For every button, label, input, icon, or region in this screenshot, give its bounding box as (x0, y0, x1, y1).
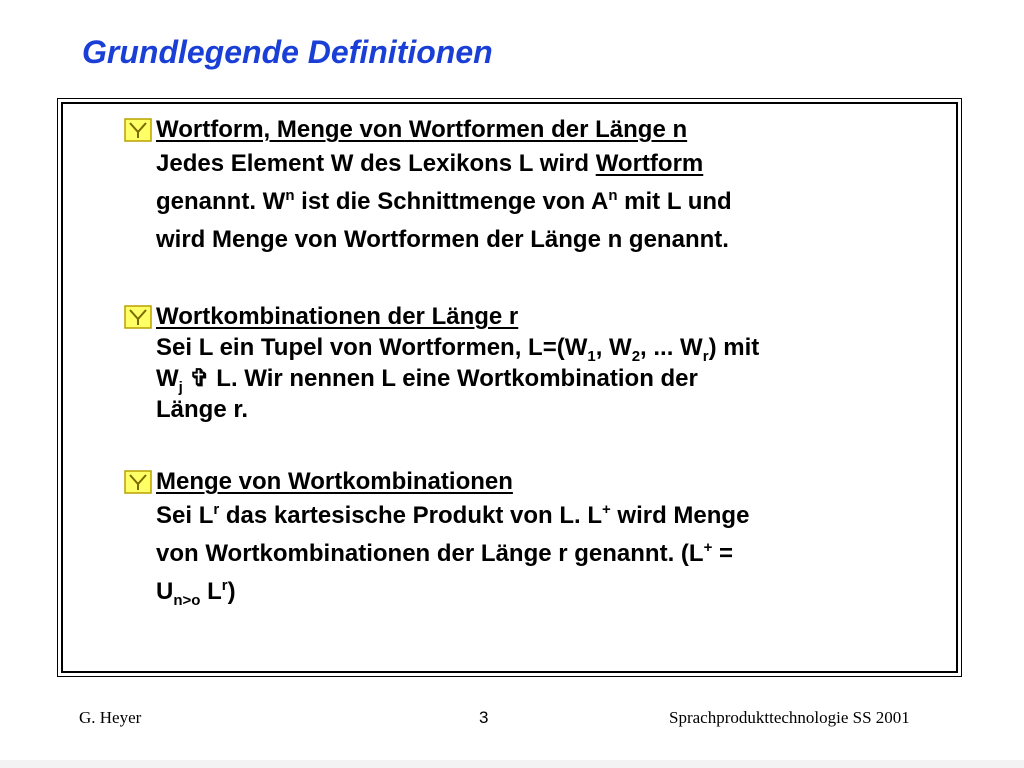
subscript: 1 (587, 348, 596, 365)
item-heading-row (124, 302, 954, 332)
text: , W (595, 334, 632, 361)
checkbox-bullet-icon (124, 118, 152, 142)
body-line (156, 535, 954, 573)
slide-title: Grundlegende Definitionen (82, 34, 493, 70)
body-line (156, 573, 954, 611)
item-heading: Wortkombinationen der Länge r (156, 303, 519, 330)
body-line (156, 332, 954, 363)
body-line (156, 183, 954, 221)
text: Jedes Element W des Lexikons L wird (156, 150, 596, 177)
item-body (156, 332, 954, 425)
text: W (156, 365, 179, 392)
item-heading: Menge von Wortkombinationen (156, 468, 513, 495)
element-of-symbol: ✞ (182, 365, 210, 392)
definition-menge-wortkombinationen (124, 467, 954, 611)
superscript: + (703, 539, 713, 556)
body-line (156, 221, 954, 259)
footer-page-number: 3 (479, 708, 489, 727)
subscript: j (178, 379, 183, 396)
superscript: r (221, 577, 228, 594)
text: Sei L (156, 502, 214, 529)
body-line (156, 394, 954, 425)
subscript: 2 (631, 348, 641, 365)
superscript: + (601, 501, 611, 518)
text: U (156, 578, 174, 605)
text: ) mit (708, 334, 760, 361)
superscript: n (285, 187, 295, 204)
text: Sei L ein Tupel von Wortformen, L=(W (156, 334, 588, 361)
text: von Wortkombinationen der Länge r genannt. (L (156, 540, 704, 567)
item-heading-row (124, 115, 954, 145)
text: wird Menge (610, 502, 750, 529)
item-heading: Wortform, Menge von Wortformen der Länge n (156, 116, 688, 143)
text: ist die Schnittmenge von A (294, 188, 609, 215)
body-line (156, 363, 954, 394)
underlined-term: Wortform (595, 150, 704, 177)
definition-wortform (124, 115, 954, 259)
text: L. Wir nennen L eine Wortkombination der (209, 365, 698, 392)
checkbox-bullet-icon (124, 470, 152, 494)
checkbox-bullet-icon (124, 305, 152, 329)
item-body (156, 497, 954, 611)
text: , ... W (640, 334, 703, 361)
text: ) (227, 578, 236, 605)
text: mit L und (617, 188, 732, 215)
body-line (156, 497, 954, 535)
bottom-strip (0, 760, 1024, 768)
subscript: r (702, 348, 709, 365)
subscript: n>o (173, 592, 201, 609)
body-line (156, 145, 954, 183)
superscript: n (608, 187, 618, 204)
text: wird Menge von Wortformen der Länge n genannt. (156, 226, 729, 253)
text: das kartesische Produkt von L. L (219, 502, 602, 529)
text: = (712, 540, 734, 567)
text: L (200, 578, 222, 605)
text: genannt. W (156, 188, 286, 215)
footer-author: G. Heyer (79, 708, 142, 727)
item-heading-row (124, 467, 954, 497)
text: Länge r. (156, 396, 249, 423)
definition-wortkombinationen (124, 302, 954, 425)
item-body (156, 145, 954, 259)
footer-course: Sprachprodukttechnologie SS 2001 (669, 708, 910, 727)
superscript: r (213, 501, 220, 518)
